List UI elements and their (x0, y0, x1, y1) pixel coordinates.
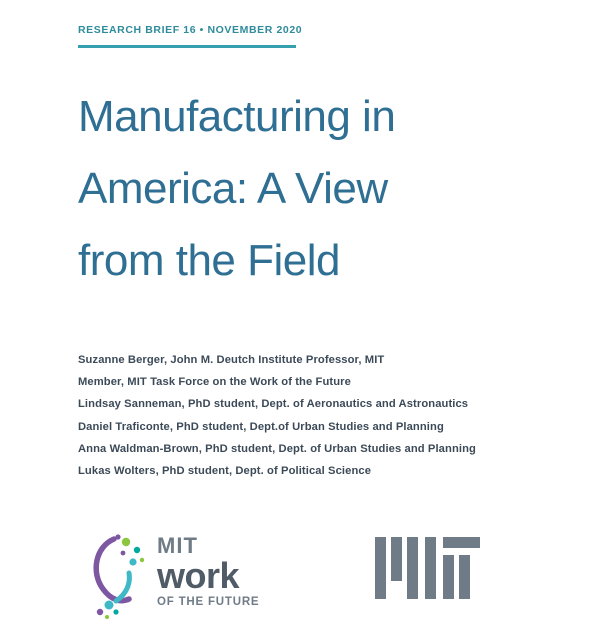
title-line-1: Manufacturing in (78, 92, 396, 142)
author-line: Daniel Traficonte, PhD student, Dept.of Urban Studies and Planning (78, 420, 444, 433)
page-title (78, 92, 548, 311)
mit-logo-icon (375, 537, 480, 599)
title-line-2: America: A View (78, 164, 388, 214)
author-line: Suzanne Berger, John M. Deutch Institute Professor, MIT (78, 354, 385, 366)
author-line: Anna Waldman-Brown, PhD student, Dept. of Urban Studies and Planning (78, 442, 476, 455)
wotf-work-text: work (157, 555, 240, 596)
author-line: Member, MIT Task Force on the Work of the Future (78, 376, 351, 389)
work-of-the-future-logo (85, 527, 275, 627)
title-line-3: from the Field (78, 236, 340, 286)
author-line: Lindsay Sanneman, PhD student, Dept. of Aeronautics and Astronautics (78, 398, 469, 411)
work-of-the-future-wordmark (157, 535, 277, 608)
work-of-the-future-mark-icon (85, 533, 153, 619)
author-list (78, 355, 548, 488)
brief-kicker: RESEARCH BRIEF 16 • NOVEMBER 2020 (78, 24, 303, 36)
wotf-mit-text: MIT (157, 533, 198, 558)
author-line: Lukas Wolters, PhD student, Dept. of Political Science (78, 465, 372, 478)
wotf-of-the-future-text: OF THE FUTURE (157, 596, 260, 609)
kicker-divider (78, 45, 296, 48)
logo-row (0, 525, 600, 635)
